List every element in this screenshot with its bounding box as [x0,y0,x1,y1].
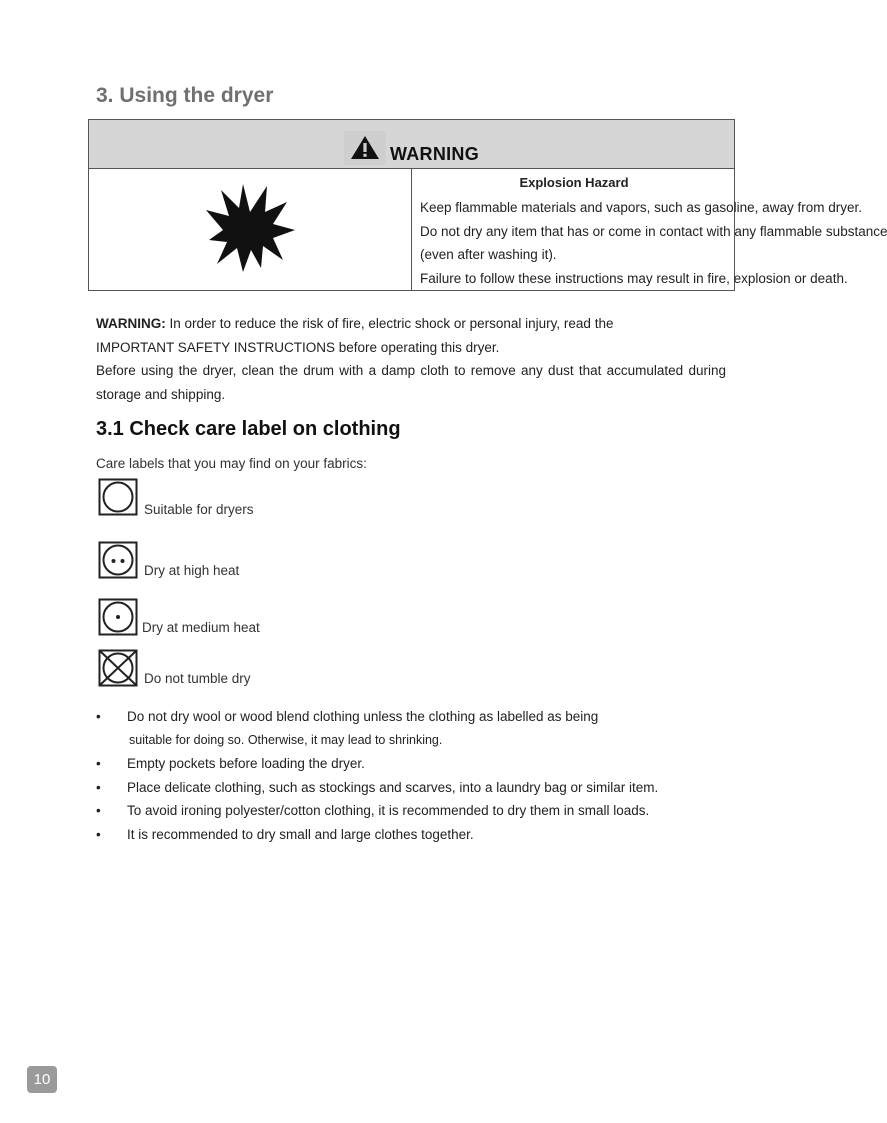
list-item [96,776,658,800]
warning-triangle-icon [344,131,386,165]
care-label-item [98,649,251,687]
list-item-text: Empty pockets before loading the dryer. [127,756,365,772]
safety-line-1: In order to reduce the risk of fire, electric shock or personal injury, read the [165,316,614,331]
warning-line: Keep flammable materials and vapors, such as gasoline, away from dryer. [420,200,862,215]
tumble-dry-high-heat-icon [98,541,138,579]
list-item-continuation: suitable for doing so. Otherwise, it may lead to shrinking. [129,732,443,747]
page-number: 10 [27,1066,57,1093]
bullet-icon: • [96,756,101,772]
tips-list [96,705,658,847]
care-label-text: Dry at high heat [144,563,240,578]
warning-box [88,119,887,291]
care-label-text: Do not tumble dry [144,671,251,686]
safety-paragraph [96,312,726,360]
section-title: 3. Using the dryer [96,84,274,107]
warning-line: Failure to follow these instructions may result in fire, explosion or death. [420,270,848,286]
bullet-icon: • [96,709,101,724]
care-label-item [98,541,239,579]
list-item-text: It is recommended to dry small and large clothes together. [127,826,474,842]
care-label-item [98,598,260,636]
bullet-icon: • [96,826,101,842]
care-section-title: 3.1 Check care label on clothing [96,418,401,440]
list-item-text: To avoid ironing polyester/cotton clothing, it is recommended to dry them in small loads. [127,803,650,819]
warning-header [89,120,735,169]
warning-text-cell [412,169,887,291]
list-item [96,752,658,776]
explosion-icon-cell [89,169,412,291]
bullet-icon: • [96,803,101,819]
list-item [96,799,658,823]
care-label-text: Dry at medium heat [142,620,260,635]
safety-warning-lead: WARNING: [96,316,166,331]
warning-line: (even after washing it). [420,247,557,262]
bullet-icon: • [96,779,101,795]
do-not-tumble-dry-icon [98,649,138,687]
warning-header-label: WARNING [389,144,480,164]
list-item [96,705,658,752]
list-item-text: Place delicate clothing, such as stockings and scarves, into a laundry bag or similar item. [127,779,659,795]
tumble-dry-icon [98,478,138,516]
care-intro: Care labels that you may find on your fabrics: [96,456,367,471]
safety-line-2: IMPORTANT SAFETY INSTRUCTIONS before operating this dryer. [96,340,500,355]
warning-line: Do not dry any item that has or come in contact with any flammable substance [420,223,887,239]
list-item-text: Do not dry wool or wood blend clothing unless the clothing as labelled as being [127,709,599,724]
tumble-dry-medium-heat-icon [98,598,138,636]
care-label-text: Suitable for dryers [144,502,254,517]
care-label-item [98,478,254,516]
cleaning-paragraph: Before using the dryer, clean the drum with a damp cloth to remove any dust that accumulated during storage and shipping. [96,363,726,402]
list-item [96,823,658,847]
explosion-icon [203,180,297,274]
hazard-title: Explosion Hazard [519,175,629,190]
